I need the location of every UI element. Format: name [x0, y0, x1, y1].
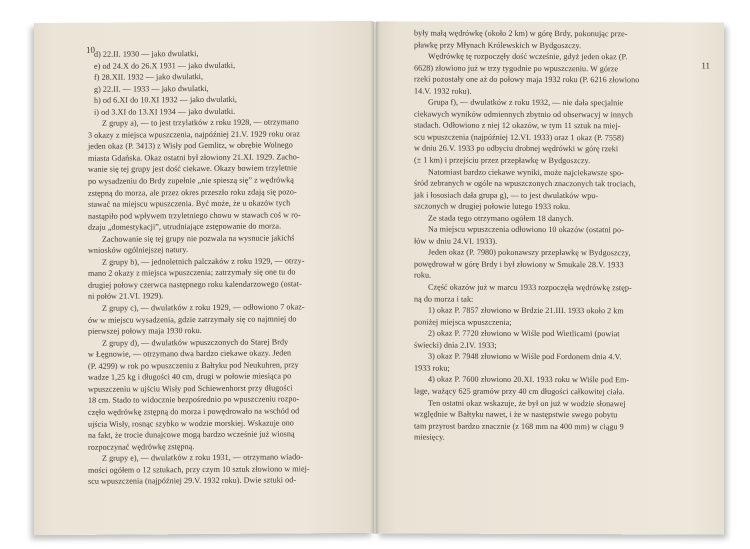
text-line: na fakt, że trocie dunajcowe mogą bardzo wcześnie już wiosną — [88, 429, 295, 440]
text-line: ni połów 21.VI. 1929). — [88, 291, 164, 302]
text-line: scu wpuszczenia (najpóźniej 29.V. 1932 roku). Dwie sztuki od- — [88, 475, 297, 487]
text-line: scu wpuszczenia (najpóźniej 12.VI. 1933) oraz 1 okaz (P. 7558) — [414, 132, 624, 143]
text-line: Grupa f), — dwulatków z roku 1932, — nie dała specjalnie — [428, 97, 624, 108]
text-line: i) od 3.XI do 13.XI 1934 — jako dwulatki. — [94, 106, 236, 117]
text-line: jak i łososiach dała grupa g), — to jest dwulatków wpu- — [414, 190, 599, 200]
text-line: Z grupy c), — dwulatków z roku 1929, — odłowiono 7 okaz- — [102, 302, 305, 313]
text-line: wpuszczeniu w ujściu Wisły pod Schiewenhorst przy długości — [88, 383, 293, 394]
text-line: tam przyrost bardzo znacznie (z 168 mm na 400 mm) w ciągu 9 — [414, 421, 624, 431]
text-line: 3) okaz P. 7948 złowiono w Wiśle pod Fordonem dnia 4.V. — [428, 351, 622, 362]
text-line: Z grupy d), — dwulatków wpuszczonych do Starej Brdy — [102, 337, 289, 348]
text-line: ną do morza i tak: — [414, 294, 474, 304]
text-line: 14.V. 1932 roku). — [414, 86, 472, 96]
text-line: zstępną do morza, ale przez okres przeszło roku zdają się pozo- — [88, 186, 297, 198]
text-line: świecki) dnia 2.IV. 1933; — [414, 340, 497, 350]
text-line: Na miejscu wpuszczenia odłowiono 10 okazów (ostatni po- — [428, 224, 624, 235]
text-line: Ze stada tego otrzymano ogółem 18 danych. — [428, 213, 574, 223]
text-line: nastąpiło pod wpływem trzyletniego chowu w stawach coś w ro- — [88, 209, 301, 221]
text-line: łów w dniu 24.VI. 1933). — [414, 236, 498, 246]
text-line: wadze 1,25 kg i długości 40 cm, drugi w połowie miesiąca po — [88, 371, 292, 383]
text-line: 1) okaz P. 7857 złowiono w Brdzie 21.III. 1933 około 2 km — [428, 305, 624, 316]
text-line: rozpoczynać wędrówkę zstępną. — [88, 441, 195, 452]
text-line: rzeki pozostały one aż do połowy maja 1932 roku (P. 6216 złowiono — [414, 74, 640, 85]
text-line: względnie w Bałtyku nawet, i że w następstwie swego pobytu — [414, 409, 618, 420]
text-line: e) od 24.X do 26.X 1931 — jako dwulatki, — [94, 60, 236, 71]
text-line: poniżej miejsca wpuszczenia; — [414, 317, 512, 327]
text-line: Z grupy a), — to jest trzylatków z roku 1928, — otrzymano — [102, 117, 299, 128]
text-line: roku. — [414, 271, 432, 281]
left-page-number: 10 — [86, 44, 95, 55]
text-line: ciekawych wyników odmiennych zbytnio od obserwacyj w innych — [414, 109, 633, 120]
text-line: d) 22.II. 1930 — jako dwulatki, — [94, 49, 199, 59]
text-line: lage, ważący 625 gramów przy 40 cm długości całkowitej ciała. — [414, 386, 625, 397]
text-line: szczonych w drugiej połowie lutego 1933 roku. — [414, 201, 571, 212]
book-gutter — [370, 22, 380, 534]
text-line: dzaju „domestykacji”, utrudniające zstępowanie do morza. — [88, 221, 282, 233]
text-line: wniosków ogólniejszej natury. — [88, 245, 189, 256]
text-line: Z grupy b), — jednoletnich palczaków z roku 1929, — otrzy- — [102, 256, 305, 267]
right-page — [376, 21, 724, 534]
text-line: pławkę przy Młynach Królewskich w Bydgoszczy. — [414, 40, 582, 50]
text-line: stadach. Odłowiono z niej 12 okazów, w tym 11 sztuk na miej- — [414, 120, 621, 131]
text-line: ów w miejscu wysadzenia, gdzie zatrzymały się co najmniej do — [88, 313, 297, 325]
text-line: śród zebranych w ogóle na wpuszczonych znaczonych tak trociach, — [414, 178, 636, 189]
text-line: 2) okaz P. 7720 złowiono w Wiśle pod Wietlicami (powiat — [428, 328, 620, 339]
text-line: mano 2 okazy z miejsca wpuszczenia; zatrzymały się one tu do — [88, 267, 296, 279]
text-line: wanie się tej grupy jest dość ciekawe. Okazy bowiem trzyletnie — [88, 163, 297, 175]
right-page-number: 11 — [701, 60, 710, 71]
text-line: w dniu 26.V. 1933 po odbyciu drobnej wędrówki w górę rzeki — [414, 143, 619, 154]
text-line: f) 28.XII. 1932 — jako dwulatki, — [94, 72, 204, 82]
right-page-text — [414, 28, 708, 445]
text-line: Z grupy e), — dwulatków z roku 1931, — otrzymano wiado- — [102, 452, 304, 463]
text-line: 1933 roku; — [414, 363, 450, 373]
text-line: 3 okazy z miejsca wpuszczenia, najpóźniej 21.V. 1929 roku oraz — [88, 129, 300, 140]
text-line: ujścia Wisły, rosnąc szybko w wodzie morskiej. Wskazuje ono — [88, 417, 294, 429]
text-line: jeden okaz (P. 3413) z Wisły pod Gemlitz, w obrębie Wolnego — [88, 140, 293, 152]
text-line: 4) okaz P. 7600 złowiono 20.XI. 1933 roku w Wiśle pod Em- — [428, 374, 630, 385]
text-line: miesięcy. — [414, 432, 445, 442]
text-line: Jeden okaz (P. 7980) pokonawszy przepławkę w Bydgoszczy, — [428, 247, 631, 258]
text-line: miasta Gdańska. Okaz ostatni był złowiony 21.XI. 1929. Zacho- — [88, 152, 300, 163]
text-line: stawać na miejscu wpuszczenia. Być może, że u okazów tych — [88, 198, 291, 209]
text-line: Część okazów już w marcu 1933 rozpoczęła wędrówkę zstęp- — [428, 282, 632, 293]
text-line: były małą wędrówkę (około 2 km) w górę Brdy, pokonując prze- — [414, 28, 628, 39]
text-line: 18 cm. Stado to widocznie bezpośrednio po wpuszczeniu rozpo- — [88, 394, 300, 406]
text-line: po wysadzeniu do Brdy zupełnie „nie spieszą się” z wędrówką — [88, 175, 294, 186]
text-line: Natomiast bardzo ciekawe wyniki, może najciekawsze spo- — [428, 167, 624, 177]
text-line: pierwszej połowy maja 1930 roku. — [88, 326, 202, 336]
text-line: (P. 4299) w rok po wpuszczeniu z Bałtyku pod Neukuhren, przy — [88, 360, 299, 371]
left-page — [34, 21, 374, 535]
open-book-spread — [34, 22, 724, 542]
text-line: h) od 6.XI do 10.XI 1932 — jako dwulatki, — [94, 94, 237, 105]
text-line: g) 22.II. — 1933 — jako dwulatki, — [94, 83, 209, 94]
text-line: mości ogółem o 12 sztukach, przy czym 10 sztuk złowiono w miej- — [88, 463, 310, 475]
text-line: Wędrówkę tę rozpoczęły dość wcześnie, gdyż jeden okaz (P. — [428, 51, 628, 62]
text-line: powędrował w górę Brdy i był złowiony w Smukale 28.V. 1933 — [414, 259, 624, 270]
text-line: drugiej połowy czerwca następnego roku kalendarzowego (ostat- — [88, 279, 302, 290]
text-line: Ten ostatni okaz wskazuje, że był on już w wodzie słonawej — [428, 398, 626, 408]
left-page-text — [86, 44, 364, 488]
text-line: Zachowanie się tej grupy nie pozwala na wysnucie jakichś — [102, 233, 295, 244]
text-line: częło wędrówkę zstępną do morza i powędrowało na wschód od — [88, 406, 300, 417]
text-line: (± 1 km) i przejściu przez przepławkę w Bydgoszczy. — [414, 155, 591, 166]
text-line: w Łęgnowie, — otrzymano dwa bardzo ciekawe okazy. Jeden — [88, 348, 292, 360]
text-line: 6628) złowiono już w trzy tygodnie po wpuszczeniu. W górze — [414, 63, 618, 73]
